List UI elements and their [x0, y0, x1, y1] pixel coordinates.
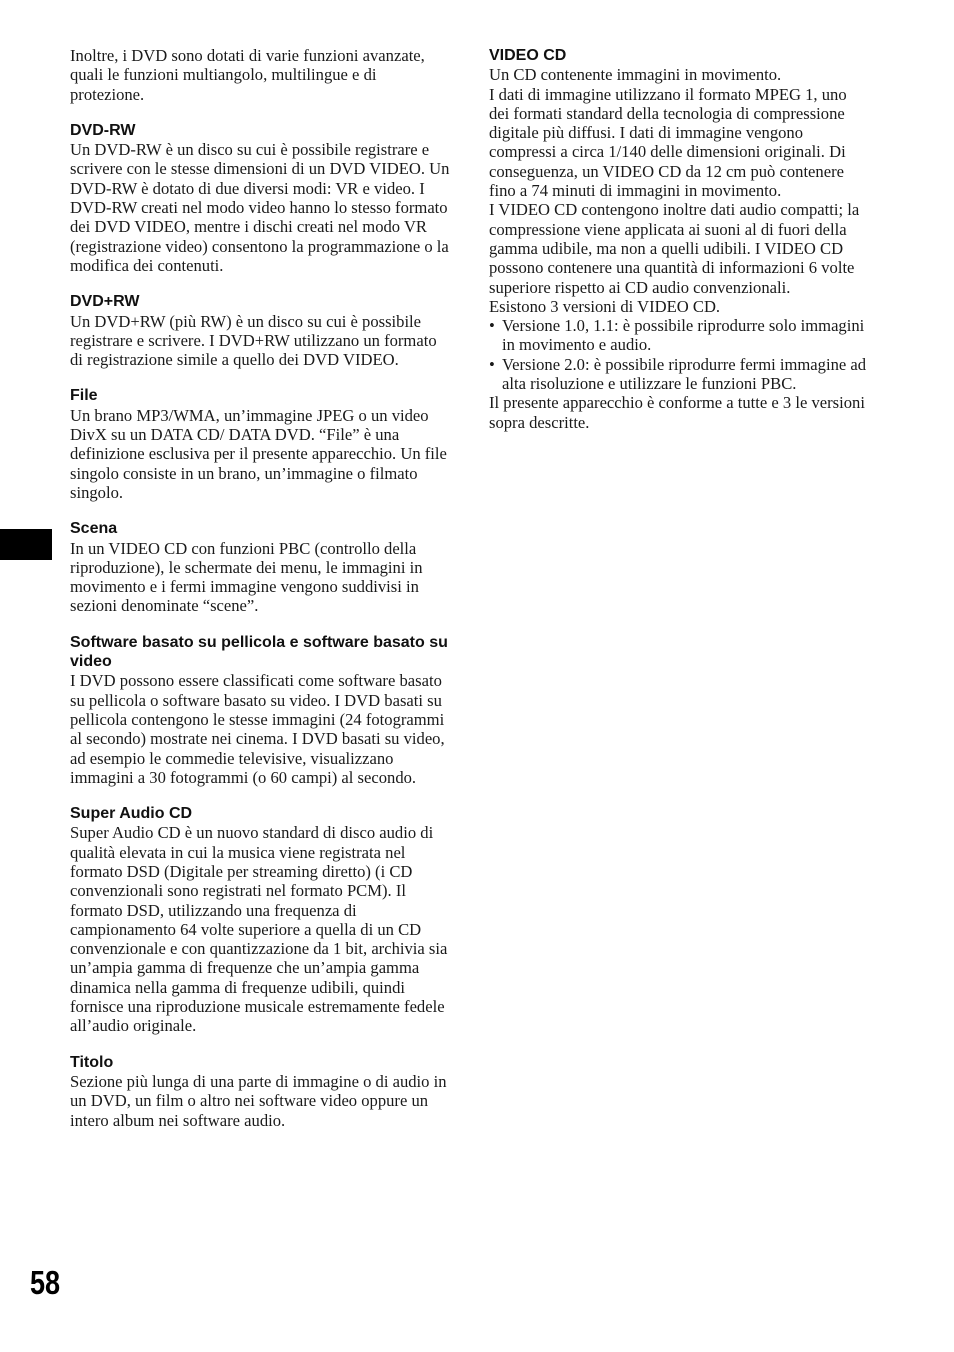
term-scena	[70, 519, 450, 615]
term-title: DVD+RW	[70, 293, 140, 311]
term-text: Esistono 3 versioni di VIDEO CD.	[489, 296, 721, 316]
section-tab-marker	[0, 529, 52, 560]
term-text: I DVD possono essere classificati come software basato su pellicola o software basato su video. I DVD basati su pellicola contengono le stesse immagini (24 fotogrammi al secondo) mostrate nei cinema. I DVD basati su video, ad esempio le commedie televisive, visualizzano immagini a 30 fotogrammi (o 60 campi) al secondo.	[70, 671, 445, 787]
term-title: Super Audio CD	[70, 805, 193, 823]
version-list-item: • Versione 2.0: è possibile riprodurre fermi immagine ad alta risoluzione e utilizzare le funzioni PBC.	[489, 355, 871, 394]
term-text: Un brano MP3/WMA, un’immagine JPEG o un video DivX su un DATA CD/ DATA DVD. “File” è una definizione esclusiva per il presente apparecchio. Un file singolo consiste in un brano, un’immagine o filmato singolo.	[70, 405, 447, 502]
term-software	[70, 633, 450, 787]
term-title: File	[70, 387, 98, 405]
term-title: DVD-RW	[70, 121, 136, 139]
term-title: VIDEO CD	[489, 47, 567, 64]
term-title: Titolo	[70, 1053, 114, 1071]
version-list	[489, 316, 871, 393]
term-file	[70, 386, 450, 502]
term-titolo	[70, 1053, 450, 1130]
term-dvd-rw	[70, 121, 450, 275]
term-text: Un CD contenente immagini in movimento.	[489, 65, 782, 85]
intro-paragraph: Inoltre, i DVD sono dotati di varie funzioni avanzate, quali le funzioni multiangolo, multilingue e di protezione.	[70, 46, 425, 104]
term-video-cd	[489, 46, 871, 432]
term-text: Un DVD+RW (più RW) è un disco su cui è possibile registrare e scrivere. I DVD+RW utilizzano un formato di registrazione simile a quello dei DVD VIDEO.	[70, 311, 437, 370]
page-number: 58	[30, 1264, 61, 1301]
term-text: Sezione più lunga di una parte di immagine o di audio in un DVD, un film o altro nei software video oppure un intero album nei software audio.	[70, 1071, 447, 1130]
term-title: Scena	[70, 520, 118, 538]
right-column	[489, 46, 871, 449]
left-column	[70, 46, 450, 1147]
term-text: I dati di immagine utilizzano il formato MPEG 1, uno dei formati standard della tecnologia di compressione digitale più diffusi. I dati di immagine vengono compressi a circa 1/140 delle dimensioni originali. Di conseguenza, un VIDEO CD da 12 cm può contenere fino a 74 minuti di immagini in movimento.	[489, 84, 847, 201]
term-super-audio-cd	[70, 804, 450, 1036]
term-title: Software basato su pellicola e software basato su video	[70, 633, 448, 671]
version-list-item: • Versione 1.0, 1.1: è possibile riprodurre solo immagini in movimento e audio.	[489, 316, 871, 355]
term-text: Un DVD-RW è un disco su cui è possibile registrare e scrivere con le stesse dimensioni di un DVD VIDEO. Un DVD-RW è dotato di due diversi modi: VR e video. I DVD-RW creati nel modo video hanno lo stesso formato dei DVD VIDEO, mentre i dischi creati nel modo VR (registrazione video) consentono la programmazione o la modifica dei contenuti.	[70, 140, 450, 275]
term-text: Il presente apparecchio è conforme a tutte e 3 le versioni sopra descritte.	[489, 393, 865, 432]
term-text: In un VIDEO CD con funzioni PBC (controllo della riproduzione), le schermate dei menu, le immagini in movimento e i fermi immagine vengono suddivisi in sezioni denominate “scene”.	[70, 538, 423, 616]
term-text: I VIDEO CD contengono inoltre dati audio compatti; la compressione viene applicata ai suoni al di fuori della gamma udibile, ma non a quelli udibili. I VIDEO CD possono contenere una quantità di informazioni 6 volte superiore rispetto ai CD audio convenzionali.	[489, 200, 860, 297]
term-text: Super Audio CD è un nuovo standard di disco audio di qualità elevata in cui la musica viene registrata nel formato DSD (Digitale per streaming diretto) (i CD convenzionali sono registrati nel formato PCM). Il formato DSD, utilizzando una frequenza di campionamento 64 volte superiore a quella di un CD convenzionale e con quantizzazione da 1 bit, archivia sia un’ampia gamma di frequenze che un’ampia gamma dinamica nella gamma di frequenze udibili, quindi fornisce una riproduzione musicale estremamente fedele all’audio originale.	[70, 823, 448, 1036]
term-dvd-plus-rw	[70, 292, 450, 369]
